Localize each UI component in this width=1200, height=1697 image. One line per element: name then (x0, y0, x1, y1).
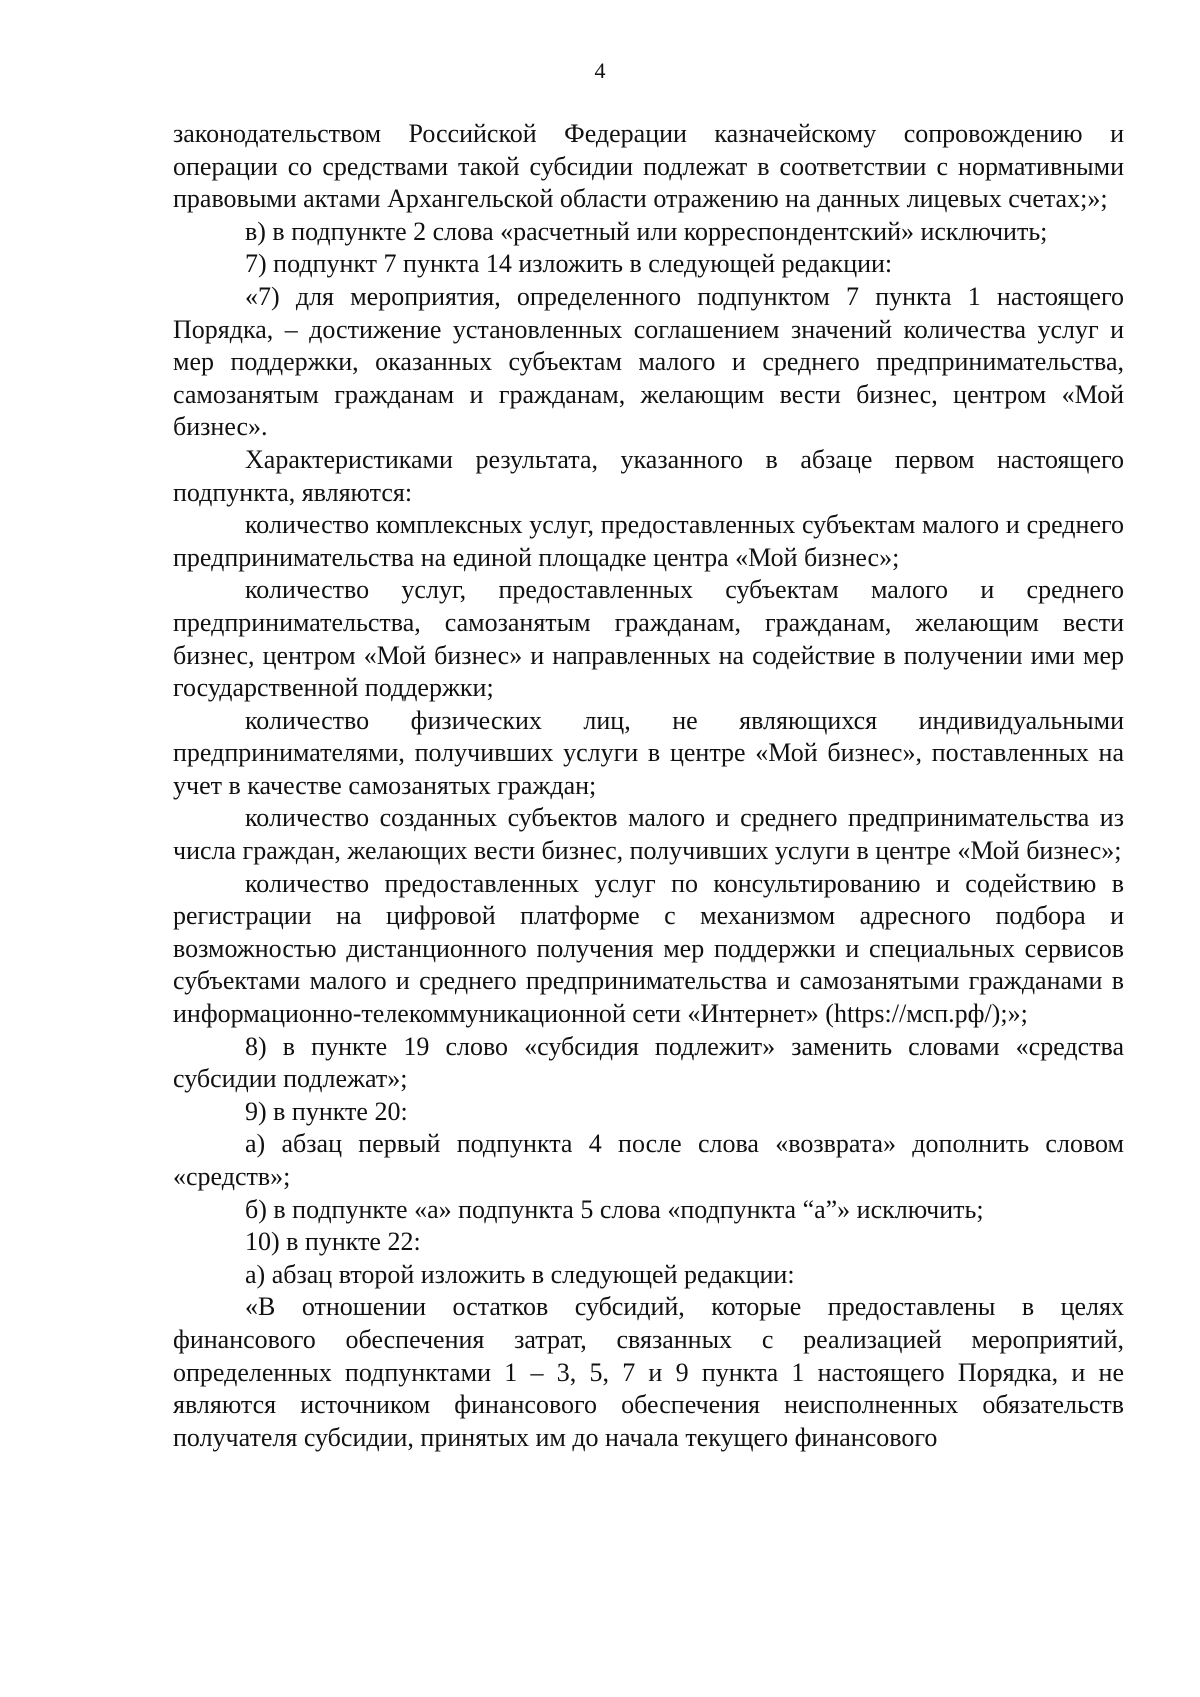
paragraph: а) абзац первый подпункта 4 после слова «возврата» дополнить словом «средств»; (173, 1129, 1124, 1191)
paragraph: «В отношении остатков субсидий, которые предоставлены в целях финансового обеспечения затрат, связанных с реализацией мероприятий, определенных подпунктами 1 – 3, 5, 7 и 9 пункта 1 настоящего Порядка, и не являются источником финансового обеспечения неисполненных обязательств получателя субсидии, принятых им до начала текущего финансового (173, 1292, 1124, 1452)
paragraph: 10) в пункте 22: (245, 1227, 421, 1257)
paragraph: количество комплексных услуг, предоставленных субъектам малого и среднего предпринимательства на единой площадке центра «Мой бизнес»; (173, 510, 1124, 572)
paragraph: количество предоставленных услуг по консультированию и содействию в регистрации на цифровой платформе с механизмом адресного подбора и возможностью дистанционного получения мер поддержки и специальных сервисов субъектами малого и среднего предпринимательства и самозанятыми гражданами в информационно-телекоммуникационной сети «Интернет» (https://мсп.рф/);»; (173, 868, 1124, 1029)
document-body (173, 118, 1124, 1454)
paragraph: 8) в пункте 19 слово «субсидия подлежит» заменить словами «средства субсидии подлежат»; (173, 1031, 1124, 1094)
paragraph: 9) в пункте 20: (245, 1096, 408, 1126)
page-number: 4 (594, 58, 606, 83)
paragraph: «7) для мероприятия, определенного подпунктом 7 пункта 1 настоящего Порядка, – достижение установленных соглашением значений количества услуг и мер поддержки, оказанных субъектам малого и среднего предпринимательства, самозанятым гражданам и гражданам, желающим вести бизнес, центром «Мой бизнес». (173, 281, 1124, 442)
paragraph: а) абзац второй изложить в следующей редакции: (245, 1259, 795, 1289)
paragraph: количество созданных субъектов малого и среднего предпринимательства из числа граждан, желающих вести бизнес, получивших услуги в центре «Мой бизнес»; (173, 803, 1124, 866)
paragraph: 7) подпункт 7 пункта 14 изложить в следующей редакции: (245, 249, 893, 279)
paragraph: количество физических лиц, не являющихся индивидуальными предпринимателями, получивших услуги в центре «Мой бизнес», поставленных на учет в качестве самозанятых граждан; (173, 705, 1124, 800)
paragraph: Характеристиками результата, указанного в абзаце первом настоящего подпункта, являются: (173, 444, 1124, 507)
paragraph: б) в подпункте «а» подпункта 5 слова «подпункта “а”» исключить; (245, 1194, 984, 1224)
paragraph: законодательством Российской Федерации казначейскому сопровождению и операции со средствами такой субсидии подлежат в соответствии с нормативными правовыми актами Архангельской области отражению на данных лицевых счетах;»; (173, 119, 1124, 214)
paragraph: в) в подпункте 2 слова «расчетный или корреспондентский» исключить; (245, 216, 1048, 246)
paragraph: количество услуг, предоставленных субъектам малого и среднего предпринимательства, самозанятым гражданам, гражданам, желающим вести бизнес, центром «Мой бизнес» и направленных на содействие в получении ими мер государственной поддержки; (173, 575, 1124, 703)
